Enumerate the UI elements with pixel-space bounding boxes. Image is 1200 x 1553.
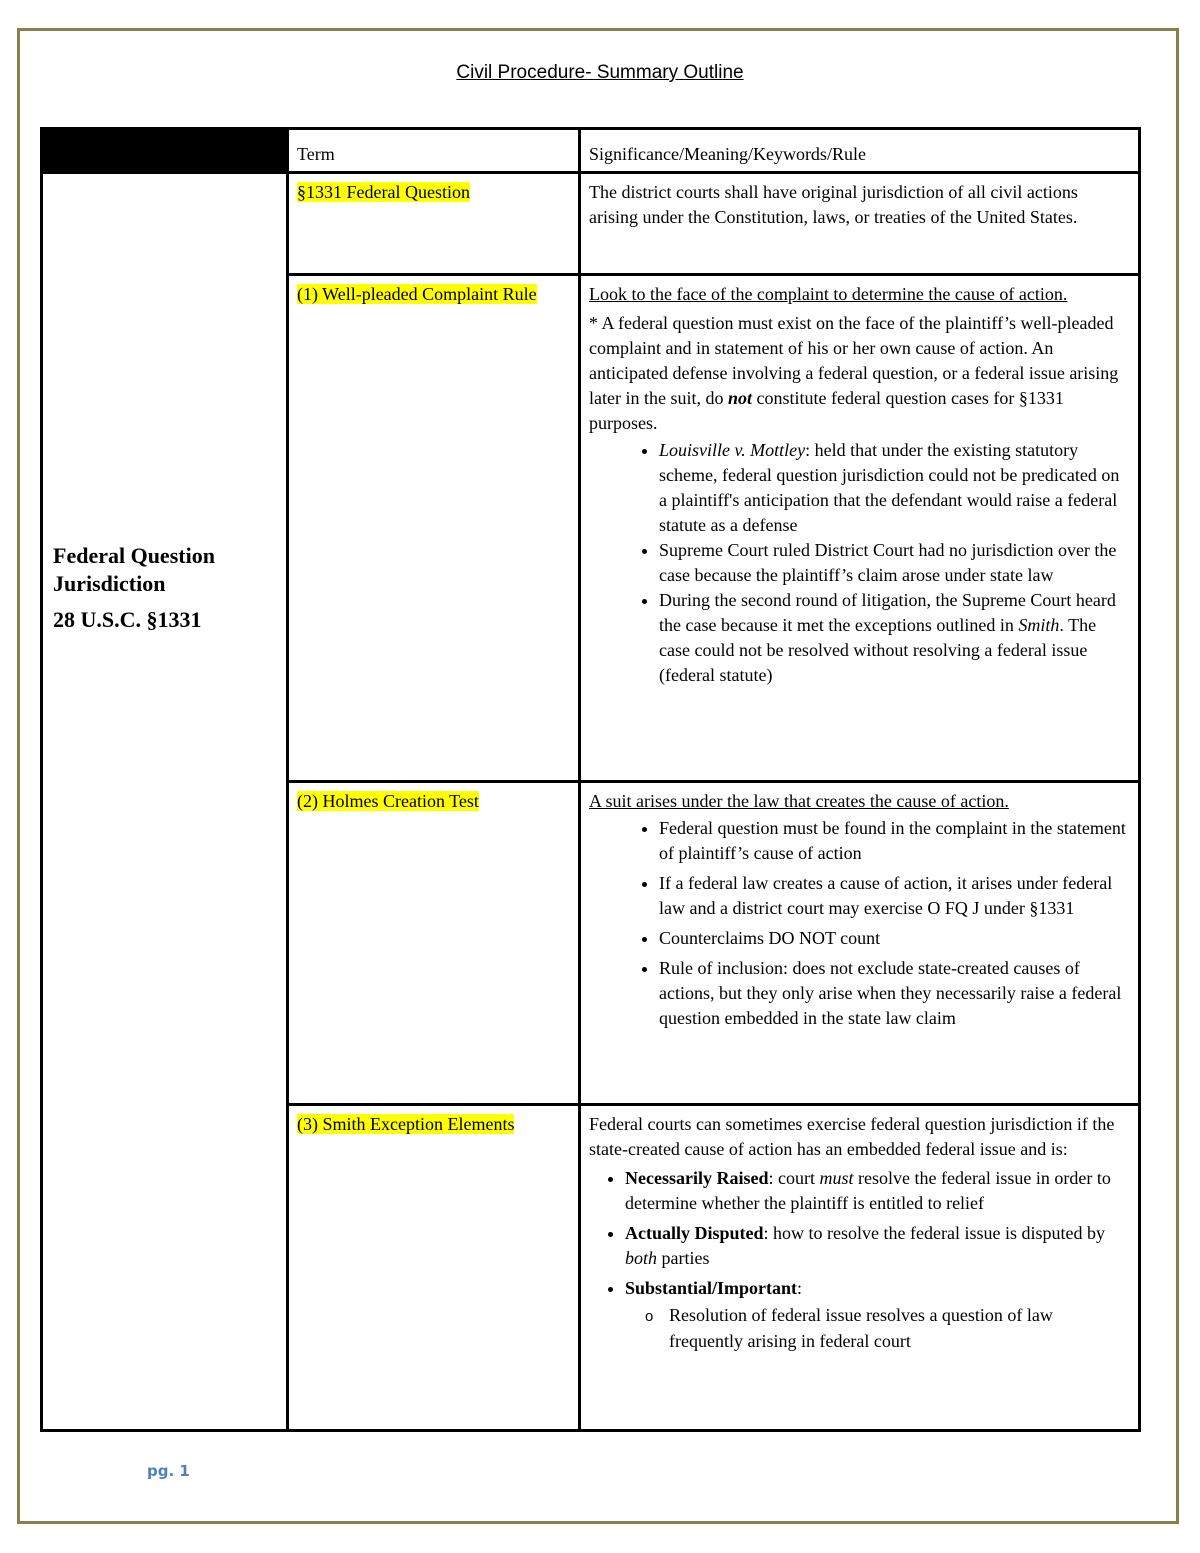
case-name: Louisville v. Mottley — [659, 440, 806, 460]
list-item-text-end: . The case could not be resolved without resolving a federal issue (federal statute) — [659, 615, 1097, 685]
header-significance: Significance/Meaning/Keywords/Rule — [580, 129, 1140, 173]
topic-title-line2: Jurisdiction — [53, 570, 166, 596]
page-number: pg. 1 — [147, 1462, 190, 1480]
meaning-paragraph — [589, 311, 1130, 436]
element-colon: : — [797, 1278, 803, 1298]
element-text-end: resolve the federal issue in order to determine whether the plaintiff is entitled to relief — [625, 1168, 1111, 1213]
header-term: Term — [288, 129, 580, 173]
table-row — [42, 173, 1140, 275]
meaning-cell — [580, 1105, 1140, 1431]
topic-citation: 28 U.S.C. §1331 — [53, 606, 202, 632]
list-item: • Supreme Court ruled District Court had no jurisdiction over the case because the plaintiff’s claim arose under state law — [659, 538, 1130, 588]
list-item — [625, 1276, 1130, 1354]
meaning-lead: Look to the face of the complaint to determine the cause of action. — [589, 284, 1068, 304]
meaning-cell — [580, 173, 1140, 275]
topic-title-line1: Federal Question — [53, 542, 215, 568]
term-smith-exception: (3) Smith Exception Elements — [297, 1114, 515, 1134]
list-item: • If a federal law creates a cause of action, it arises under federal law and a district court may exercise O FQ J under §1331 — [659, 871, 1130, 921]
document-title: Civil Procedure- Summary Outline — [456, 62, 744, 83]
paragraph-text-end: constitute federal question cases for §1331 purposes. — [589, 388, 1064, 433]
bullet-list — [589, 816, 1130, 1031]
meaning-cell — [580, 782, 1140, 1105]
header-blank-cell — [42, 129, 288, 173]
emphasis-must: must — [819, 1168, 854, 1188]
emphasis-both: both — [625, 1248, 658, 1268]
term-cell — [288, 173, 580, 275]
list-item — [625, 1166, 1130, 1216]
meaning-text: The district courts shall have original jurisdiction of all civil actions arising under the Constitution, laws, or treaties of the United States. — [589, 182, 1078, 227]
element-text: : court — [768, 1168, 815, 1188]
term-federal-question: §1331 Federal Question — [297, 182, 470, 202]
list-item-text: During the second round of litigation, the Supreme Court heard the case because it met the exceptions outlined in — [659, 590, 1116, 635]
meaning-lead: Federal courts can sometimes exercise federal question jurisdiction if the state-created cause of action has an embedded federal issue and is: — [589, 1114, 1115, 1159]
meaning-lead: A suit arises under the law that creates the cause of action. — [589, 791, 1009, 811]
paragraph-text: * A federal question must exist on the face of the plaintiff’s well-pleaded complaint and in statement of his or her own cause of action. An anticipated defense involving a federal question, or a federal issue arising later in the suit, do — [589, 313, 1119, 408]
element-label: Actually Disputed — [625, 1223, 764, 1243]
case-name: Smith — [1018, 615, 1060, 635]
term-cell — [288, 1105, 580, 1431]
term-cell — [288, 275, 580, 782]
element-label: Substantial/Important — [625, 1278, 798, 1298]
emphasis-not: not — [727, 388, 752, 408]
term-cell — [288, 782, 580, 1105]
list-item: • Rule of inclusion: does not exclude state-created causes of actions, but they only arise when they necessarily raise a federal question embedded in the state law claim — [659, 956, 1130, 1031]
term-well-pleaded-complaint: (1) Well-pleaded Complaint Rule — [297, 284, 537, 304]
element-list — [589, 1166, 1130, 1354]
list-item — [659, 588, 1130, 688]
bullet-list — [589, 438, 1130, 688]
element-text: : how to resolve the federal issue is disputed by — [763, 1223, 1105, 1243]
topic-cell — [42, 173, 288, 1431]
list-item-text: : held that under the existing statutory scheme, federal question jurisdiction could not be predicated on a plaintiff's anticipation that the defendant would raise a federal statute as a defense — [659, 440, 1120, 535]
list-item — [625, 1221, 1130, 1271]
list-item — [659, 438, 1130, 538]
sub-list-item: o Resolution of federal issue resolves a question of law frequently arising in federal court — [669, 1303, 1130, 1354]
sub-list — [625, 1303, 1130, 1354]
outline-table — [40, 127, 1141, 1432]
term-holmes-creation-test: (2) Holmes Creation Test — [297, 791, 479, 811]
list-item: • Federal question must be found in the complaint in the statement of plaintiff’s cause of action — [659, 816, 1130, 866]
header-row — [42, 129, 1140, 173]
element-text-end: parties — [661, 1248, 710, 1268]
list-item: • Counterclaims DO NOT count — [659, 926, 1130, 951]
meaning-cell — [580, 275, 1140, 782]
element-label: Necessarily Raised — [625, 1168, 769, 1188]
